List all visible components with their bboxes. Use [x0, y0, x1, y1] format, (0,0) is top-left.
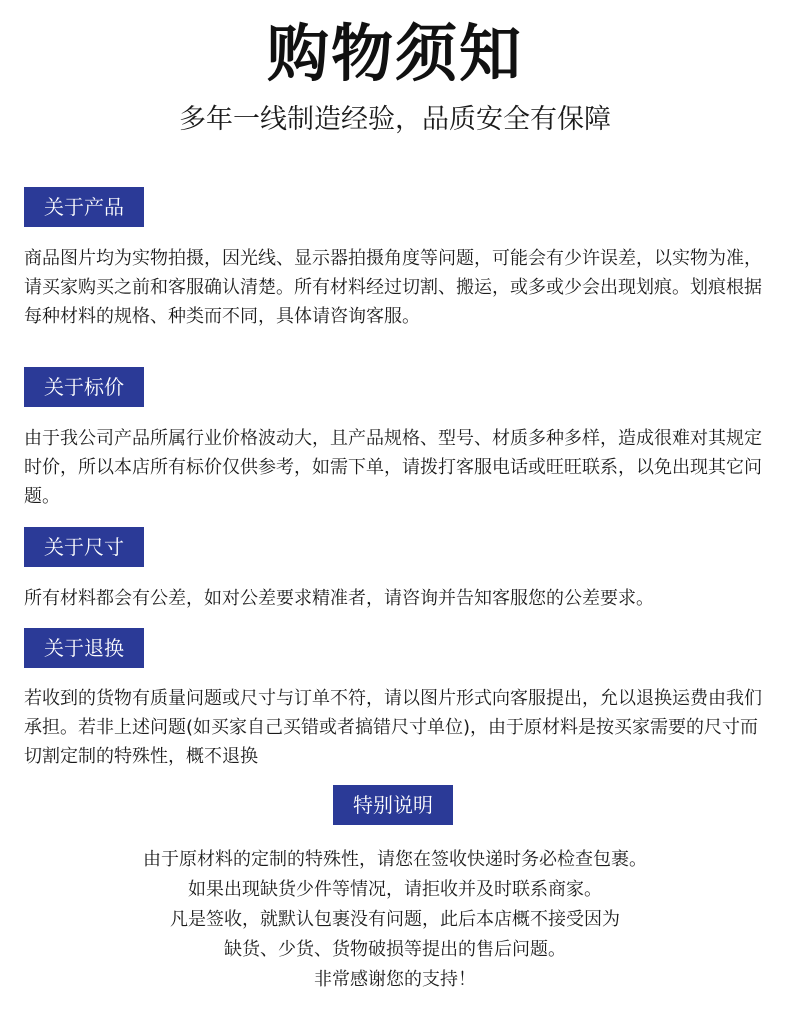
section-tag-product: 关于产品 [24, 187, 144, 227]
page-title: 购物须知 [266, 17, 523, 90]
notice-line: 如果出现缺货少件等情况，请拒收并及时联系商家。 [188, 879, 602, 900]
section-tag-size: 关于尺寸 [24, 527, 144, 567]
section-tag-price: 关于标价 [24, 367, 144, 407]
notice-line: 由于原材料的定制的特殊性，请您在签收快递时务必检查包裹。 [143, 849, 647, 870]
notice-line: 缺货、少货、货物破损等提出的售后问题。 [224, 939, 566, 960]
notice-line: 非常感谢您的支持！ [314, 969, 476, 990]
page-subtitle: 多年一线制造经验，品质安全有保障 [179, 104, 611, 135]
special-notice-lines [0, 845, 790, 995]
notice-line: 凡是签收，就默认包裹没有问题，此后本店概不接受因为 [170, 909, 620, 930]
section-text-price: 由于我公司产品所属行业价格波动大，且产品规格、型号、材质多种多样，造成很难对其规定时价，所以本店所有标价仅供参考，如需下单，请拨打客服电话或旺旺联系，以免出现其它问题。 [24, 428, 762, 507]
special-notice-tag: 特别说明 [333, 785, 453, 825]
section-text-product: 商品图片均为实物拍摄，因光线、显示器拍摄角度等问题，可能会有少许误差，以实物为准，请买家购买之前和客服确认清楚。所有材料经过切割、搬运，或多或少会出现划痕。划痕根据每种材料的规格、种类而不同，具体请咨询客服。 [24, 248, 762, 327]
section-text-size: 所有材料都会有公差，如对公差要求精准者，请咨询并告知客服您的公差要求。 [24, 588, 654, 609]
section-text-return: 若收到的货物有质量问题或尺寸与订单不符，请以图片形式向客服提出，允以退换运费由我们承担。若非上述问题(如买家自己买错或者搞错尺寸单位)，由于原材料是按买家需要的尺寸而切割定制的特殊性，概不退换 [24, 688, 762, 767]
section-tag-return: 关于退换 [24, 628, 144, 668]
